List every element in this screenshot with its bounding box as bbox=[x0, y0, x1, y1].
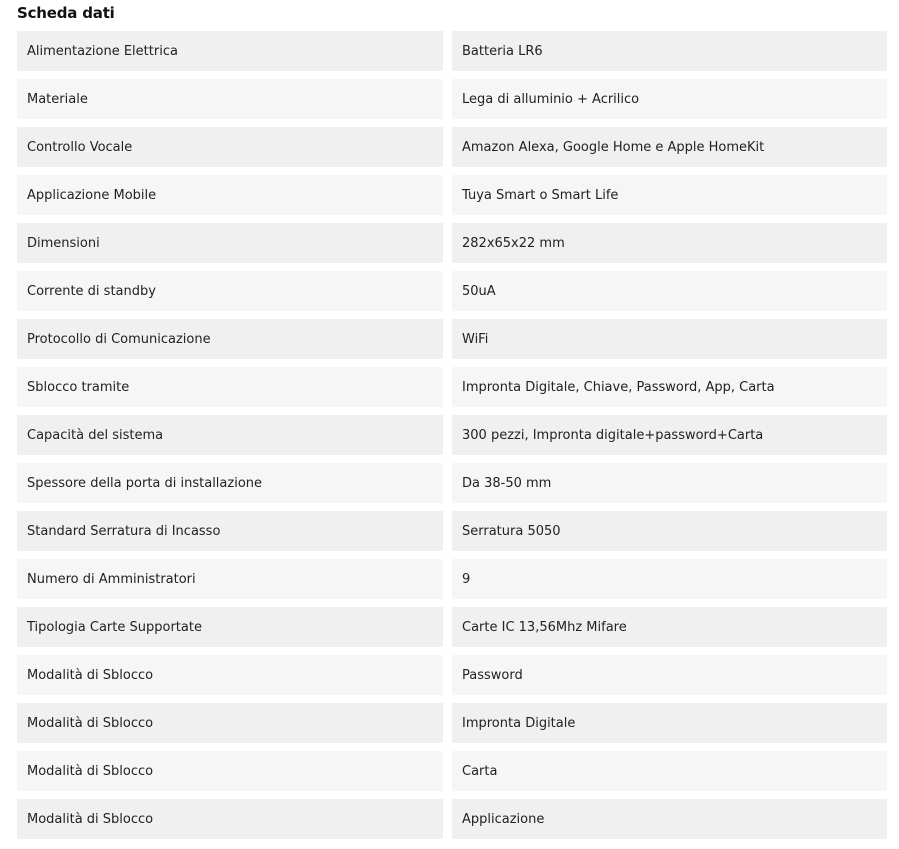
table-row bbox=[17, 463, 887, 503]
spec-value: Impronta Digitale bbox=[452, 703, 887, 743]
spec-label: Tipologia Carte Supportate bbox=[17, 607, 443, 647]
spec-label: Modalità di Sblocco bbox=[17, 799, 443, 839]
spec-table bbox=[17, 31, 887, 847]
table-row bbox=[17, 79, 887, 119]
table-row bbox=[17, 655, 887, 695]
spec-value: Applicazione bbox=[452, 799, 887, 839]
spec-value: Da 38-50 mm bbox=[452, 463, 887, 503]
spec-value: 300 pezzi, Impronta digitale+password+Carta bbox=[452, 415, 887, 455]
spec-label: Spessore della porta di installazione bbox=[17, 463, 443, 503]
spec-label: Modalità di Sblocco bbox=[17, 703, 443, 743]
spec-value: Carta bbox=[452, 751, 887, 791]
spec-value: 282x65x22 mm bbox=[452, 223, 887, 263]
table-row bbox=[17, 175, 887, 215]
table-row bbox=[17, 799, 887, 839]
spec-value: Amazon Alexa, Google Home e Apple HomeKit bbox=[452, 127, 887, 167]
spec-label: Standard Serratura di Incasso bbox=[17, 511, 443, 551]
spec-label: Sblocco tramite bbox=[17, 367, 443, 407]
table-row bbox=[17, 319, 887, 359]
table-row bbox=[17, 271, 887, 311]
spec-label: Protocollo di Comunicazione bbox=[17, 319, 443, 359]
spec-label: Numero di Amministratori bbox=[17, 559, 443, 599]
table-row bbox=[17, 367, 887, 407]
spec-label: Modalità di Sblocco bbox=[17, 655, 443, 695]
table-row bbox=[17, 415, 887, 455]
spec-label: Dimensioni bbox=[17, 223, 443, 263]
spec-label: Applicazione Mobile bbox=[17, 175, 443, 215]
spec-value: Tuya Smart o Smart Life bbox=[452, 175, 887, 215]
spec-value: Password bbox=[452, 655, 887, 695]
table-row bbox=[17, 31, 887, 71]
spec-value: WiFi bbox=[452, 319, 887, 359]
spec-value: Lega di alluminio + Acrilico bbox=[452, 79, 887, 119]
table-row bbox=[17, 607, 887, 647]
table-row bbox=[17, 703, 887, 743]
spec-value: Impronta Digitale, Chiave, Password, App, Carta bbox=[452, 367, 887, 407]
page-title: Scheda dati bbox=[17, 4, 115, 22]
spec-label: Alimentazione Elettrica bbox=[17, 31, 443, 71]
spec-label: Modalità di Sblocco bbox=[17, 751, 443, 791]
spec-label: Materiale bbox=[17, 79, 443, 119]
spec-value: 9 bbox=[452, 559, 887, 599]
spec-label: Corrente di standby bbox=[17, 271, 443, 311]
table-row bbox=[17, 511, 887, 551]
spec-value: 50uA bbox=[452, 271, 887, 311]
spec-value: Serratura 5050 bbox=[452, 511, 887, 551]
table-row bbox=[17, 751, 887, 791]
table-row bbox=[17, 127, 887, 167]
table-row bbox=[17, 223, 887, 263]
table-row bbox=[17, 559, 887, 599]
spec-value: Batteria LR6 bbox=[452, 31, 887, 71]
spec-label: Controllo Vocale bbox=[17, 127, 443, 167]
spec-label: Capacità del sistema bbox=[17, 415, 443, 455]
spec-value: Carte IC 13,56Mhz Mifare bbox=[452, 607, 887, 647]
